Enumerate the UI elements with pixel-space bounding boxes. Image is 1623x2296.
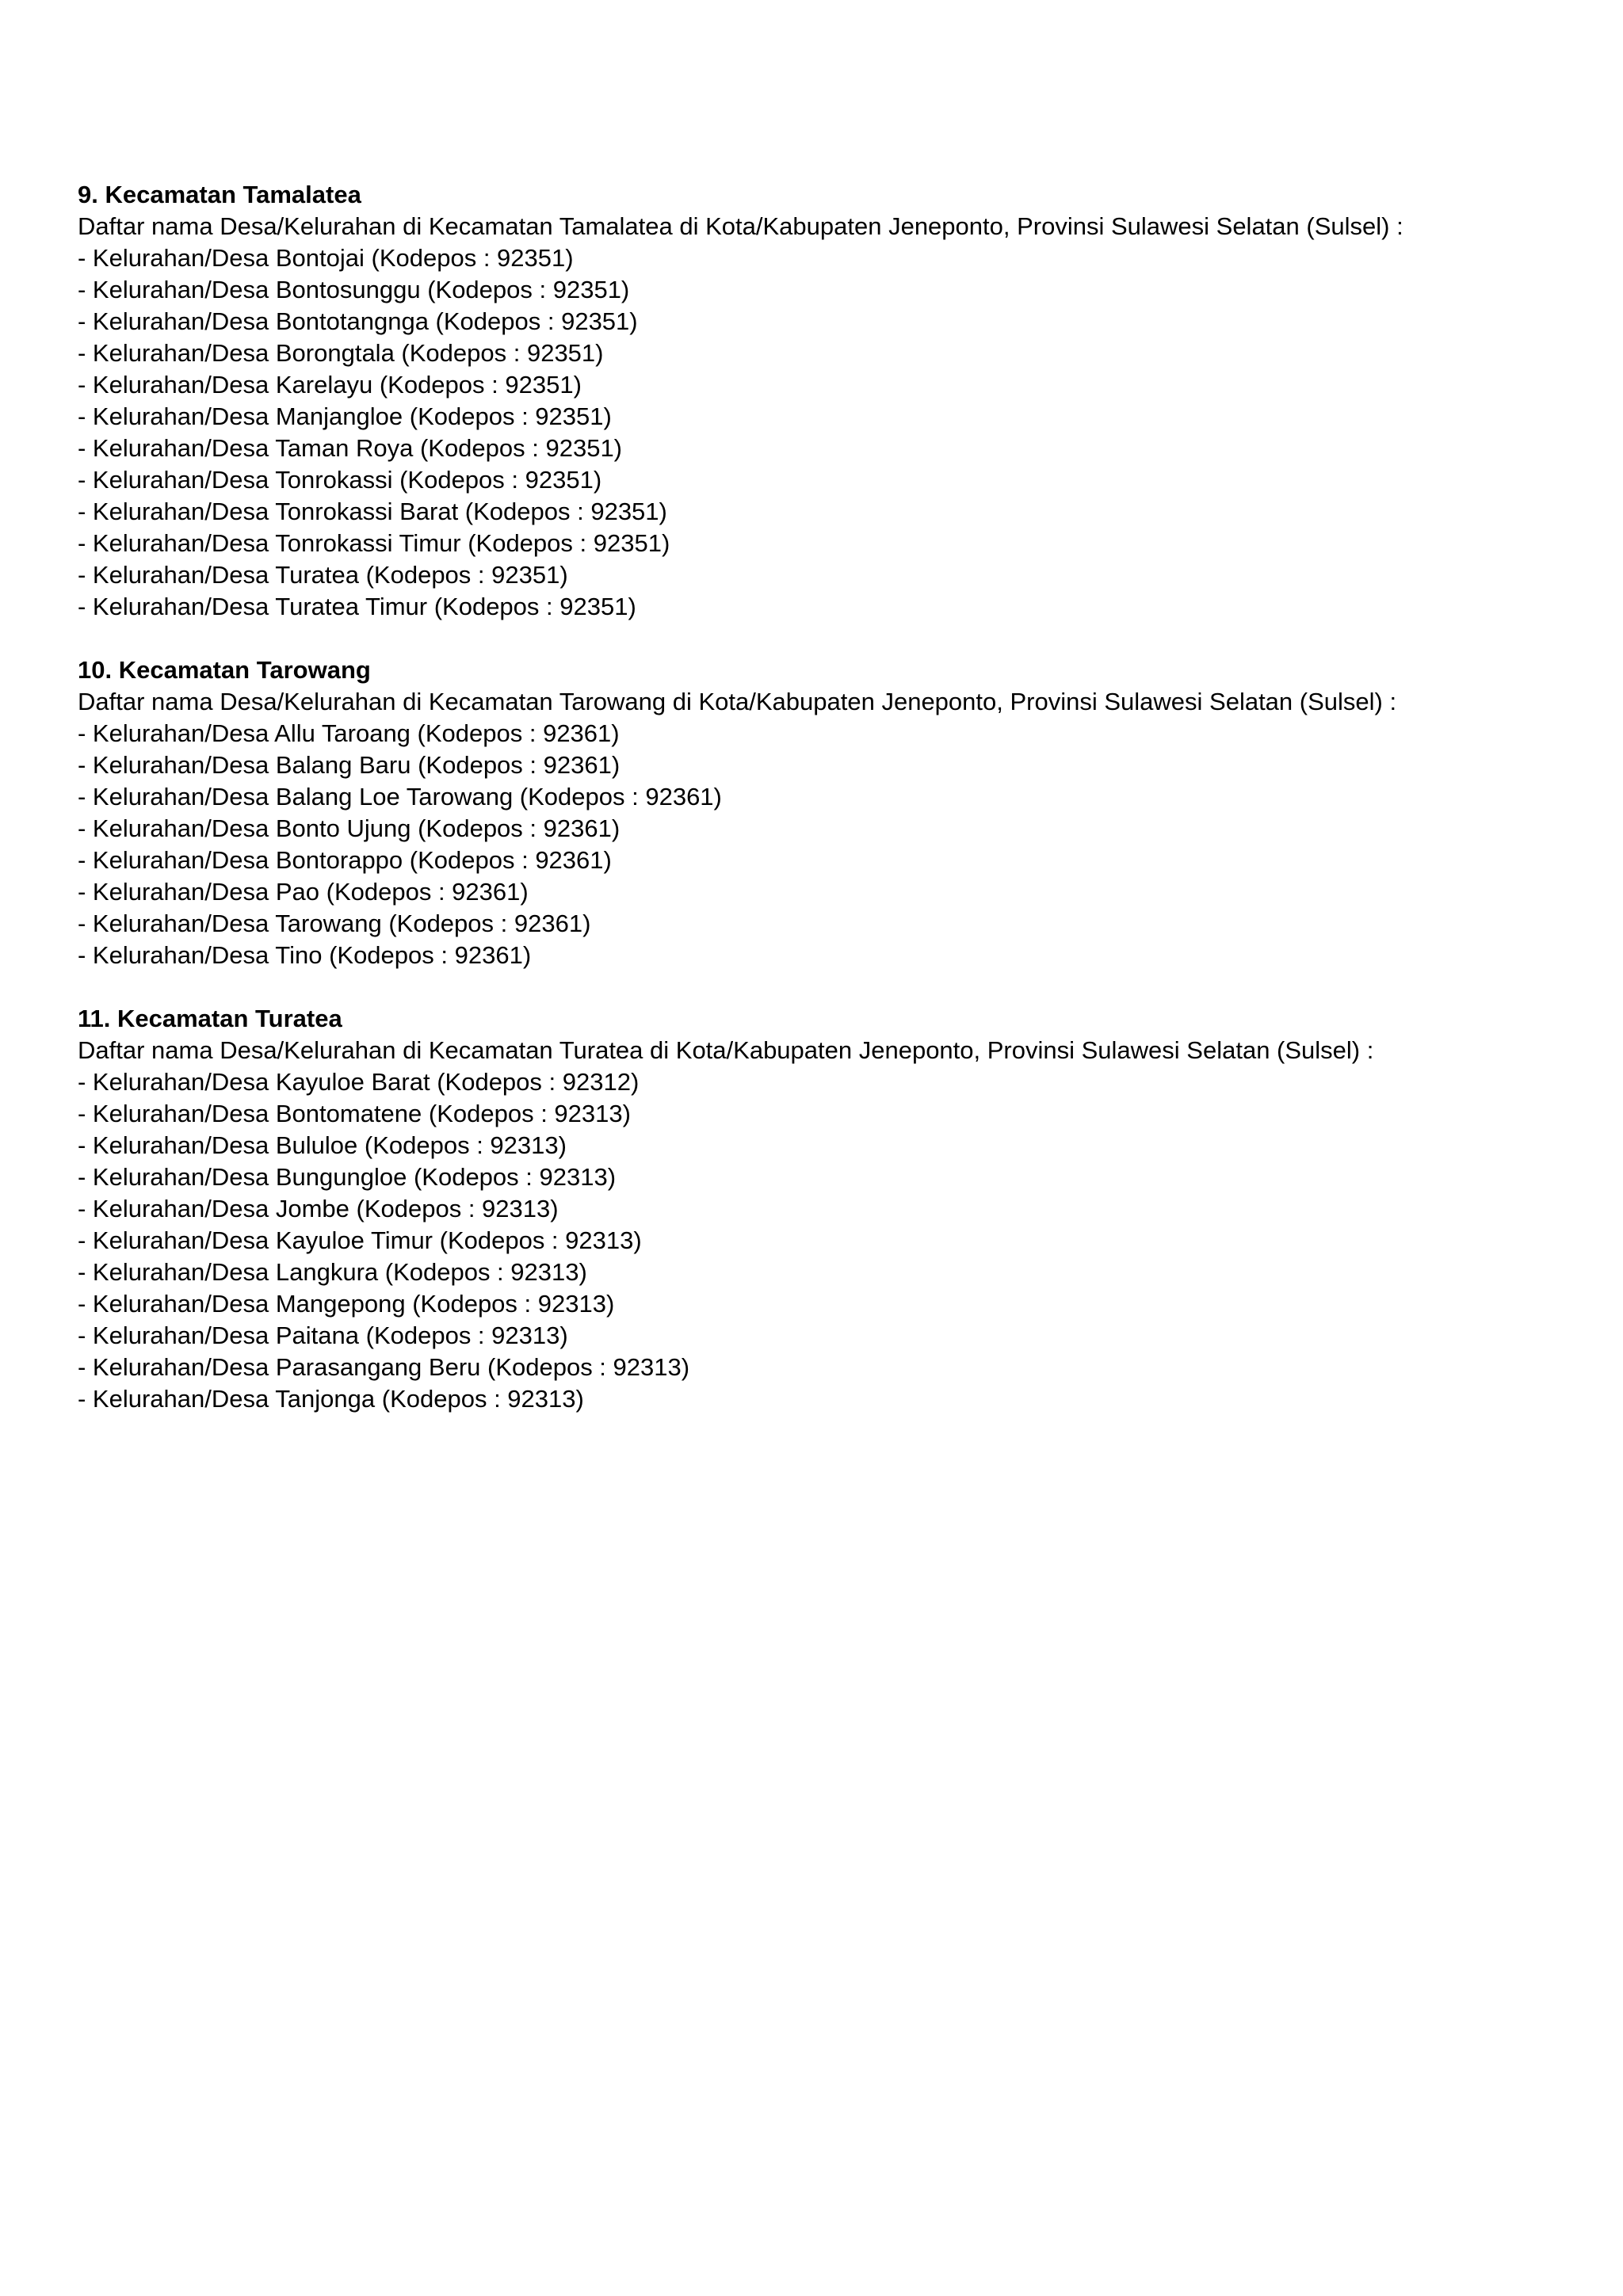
list-item: - Kelurahan/Desa Bontomatene (Kodepos : 92313)	[78, 1100, 631, 1127]
list-item: - Kelurahan/Desa Turatea (Kodepos : 92351)	[78, 561, 568, 589]
section-intro: Daftar nama Desa/Kelurahan di Kecamatan Tamalatea di Kota/Kabupaten Jeneponto, Provinsi Sulawesi Selatan (Sulsel) :	[78, 212, 1403, 240]
section-title: 11. Kecamatan Turatea	[78, 1005, 342, 1032]
list-item: - Kelurahan/Desa Bontosunggu (Kodepos : 92351)	[78, 276, 630, 303]
list-item: - Kelurahan/Desa Bonto Ujung (Kodepos : 92361)	[78, 814, 621, 842]
list-item: - Kelurahan/Desa Langkura (Kodepos : 92313)	[78, 1258, 587, 1286]
section-tamalatea	[78, 179, 1583, 623]
section-turatea	[78, 1003, 1583, 1415]
list-item: - Kelurahan/Desa Bontorappo (Kodepos : 92361)	[78, 846, 612, 874]
list-item: - Kelurahan/Desa Tonrokassi (Kodepos : 92351)	[78, 466, 602, 494]
list-item: - Kelurahan/Desa Bontojai (Kodepos : 92351)	[78, 244, 574, 272]
list-item: - Kelurahan/Desa Karelayu (Kodepos : 92351)	[78, 371, 582, 399]
list-item: - Kelurahan/Desa Tarowang (Kodepos : 92361)	[78, 910, 591, 937]
list-item: - Kelurahan/Desa Tonrokassi Barat (Kodepos : 92351)	[78, 498, 667, 525]
list-item: - Kelurahan/Desa Balang Baru (Kodepos : 92361)	[78, 751, 621, 779]
list-item: - Kelurahan/Desa Kayuloe Barat (Kodepos : 92312)	[78, 1068, 640, 1096]
list-item: - Kelurahan/Desa Kayuloe Timur (Kodepos : 92313)	[78, 1226, 642, 1254]
list-item: - Kelurahan/Desa Tanjonga (Kodepos : 92313)	[78, 1385, 584, 1413]
list-item: - Kelurahan/Desa Tonrokassi Timur (Kodepos : 92351)	[78, 529, 670, 557]
list-item: - Kelurahan/Desa Allu Taroang (Kodepos : 92361)	[78, 719, 620, 747]
section-intro: Daftar nama Desa/Kelurahan di Kecamatan Tarowang di Kota/Kabupaten Jeneponto, Provinsi Sulawesi Selatan (Sulsel) :	[78, 688, 1397, 715]
list-item: - Kelurahan/Desa Mangepong (Kodepos : 92313)	[78, 1290, 615, 1318]
list-item: - Kelurahan/Desa Balang Loe Tarowang (Kodepos : 92361)	[78, 783, 722, 810]
list-item: - Kelurahan/Desa Pao (Kodepos : 92361)	[78, 878, 529, 906]
list-item: - Kelurahan/Desa Jombe (Kodepos : 92313)	[78, 1195, 559, 1222]
section-title: 10. Kecamatan Tarowang	[78, 656, 371, 684]
list-item: - Kelurahan/Desa Bululoe (Kodepos : 92313)	[78, 1131, 567, 1159]
section-tarowang	[78, 654, 1583, 971]
list-item: - Kelurahan/Desa Bungungloe (Kodepos : 92313)	[78, 1163, 617, 1191]
list-item: - Kelurahan/Desa Bontotangnga (Kodepos : 92351)	[78, 307, 638, 335]
document-page	[78, 179, 1583, 1447]
list-item: - Kelurahan/Desa Manjangloe (Kodepos : 92351)	[78, 402, 612, 430]
section-title: 9. Kecamatan Tamalatea	[78, 181, 361, 208]
section-intro: Daftar nama Desa/Kelurahan di Kecamatan Turatea di Kota/Kabupaten Jeneponto, Provinsi Sulawesi Selatan (Sulsel) :	[78, 1036, 1374, 1064]
list-item: - Kelurahan/Desa Turatea Timur (Kodepos : 92351)	[78, 593, 636, 620]
list-item: - Kelurahan/Desa Borongtala (Kodepos : 92351)	[78, 339, 604, 367]
list-item: - Kelurahan/Desa Parasangang Beru (Kodepos : 92313)	[78, 1353, 690, 1381]
list-item: - Kelurahan/Desa Tino (Kodepos : 92361)	[78, 941, 532, 969]
list-item: - Kelurahan/Desa Paitana (Kodepos : 92313)	[78, 1322, 568, 1349]
list-item: - Kelurahan/Desa Taman Roya (Kodepos : 92351)	[78, 434, 623, 462]
